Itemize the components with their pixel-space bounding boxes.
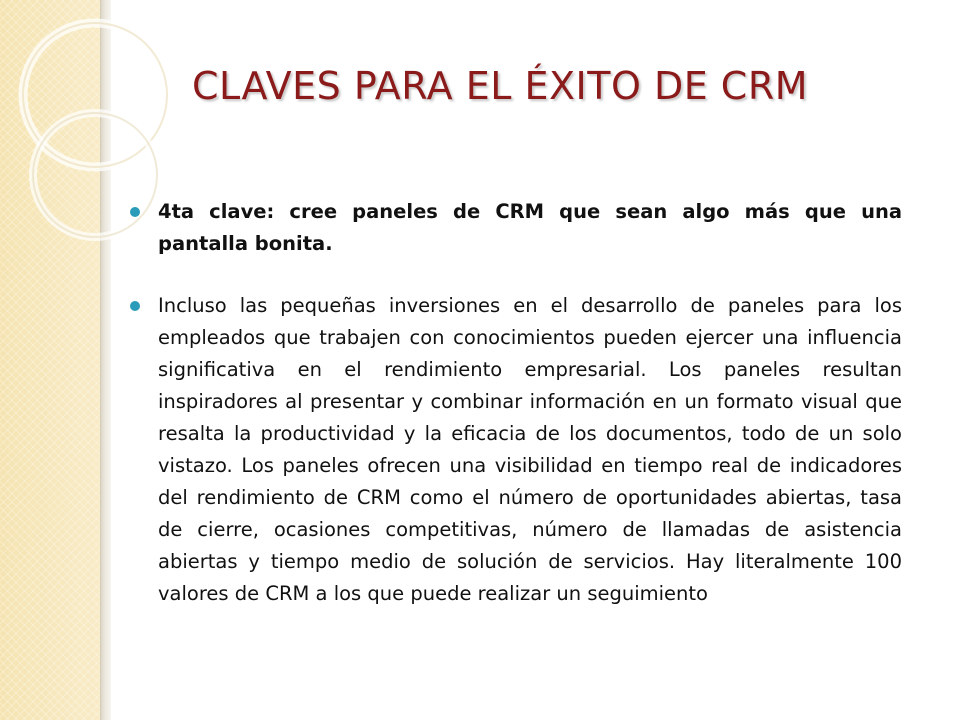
bullet-item-key: 4ta clave: cree paneles de CRM que sean algo más que una pantalla bonita.: [130, 196, 902, 260]
bullet-item-body: Incluso las pequeñas inversiones en el desarrollo de paneles para los empleados que trabajen con conocimientos pueden ejercer una influencia significativa en el rendimiento empresarial. Los paneles resultan inspiradores al presentar y combinar información en un formato visual que resalta la productividad y la eficacia de los documentos, todo de un solo vistazo. Los paneles ofrecen una visibilidad en tiempo real de indicadores del rendimiento de CRM como el número de oportunidades abiertas, tasa de cierre, ocasiones competitivas, número de llamadas de asistencia abiertas y tiempo medio de solución de servicios. Hay literalmente 100 valores de CRM a los que puede realizar un seguimiento: [130, 290, 902, 610]
slide-title: CLAVES PARA EL ÉXITO DE CRM: [191, 64, 809, 108]
bullet-list: [130, 196, 902, 610]
